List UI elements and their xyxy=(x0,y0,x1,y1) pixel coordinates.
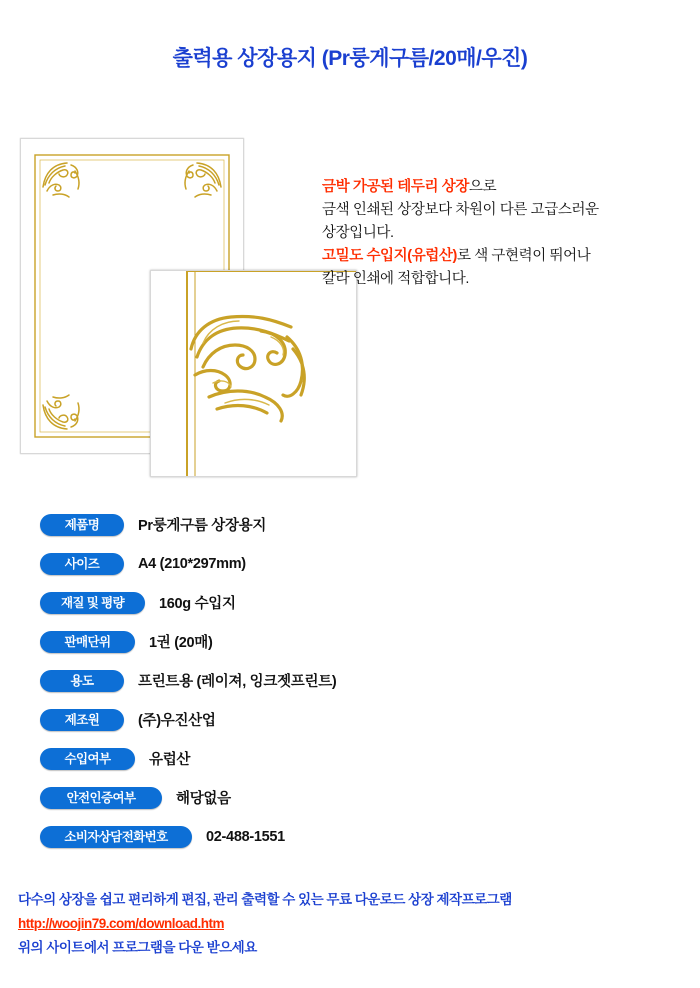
spec-label-usage: 용도 xyxy=(40,670,124,692)
spec-value-material-weight: 160g 수입지 xyxy=(159,596,236,612)
spec-value-safety-certification: 해당없음 xyxy=(176,791,231,807)
spec-value-manufacturer: (주)우진산업 xyxy=(138,713,216,729)
description-line-4 xyxy=(322,245,672,268)
table-row xyxy=(40,544,640,583)
spec-value-product-name: Pr룽게구름 상장용지 xyxy=(138,518,267,534)
footer-line-3: 위의 사이트에서 프로그램을 다운 받으세요 xyxy=(18,940,257,955)
table-row xyxy=(40,622,640,661)
table-row xyxy=(40,583,640,622)
spec-value-sales-unit: 1권 (20매) xyxy=(149,635,213,651)
certificate-corner-zoom-image xyxy=(150,270,357,477)
spec-label-sales-unit: 판매단위 xyxy=(40,631,135,653)
table-row xyxy=(40,700,640,739)
spec-label-product-name: 제품명 xyxy=(40,514,124,536)
spec-label-manufacturer: 제조원 xyxy=(40,709,124,731)
table-row xyxy=(40,817,640,856)
spec-value-import-status: 유럽산 xyxy=(149,752,191,768)
table-row xyxy=(40,661,640,700)
footer-note xyxy=(18,888,688,960)
description-line-1 xyxy=(322,176,672,199)
spec-value-size: A4 (210*297mm) xyxy=(138,555,246,572)
spec-label-customer-service-phone: 소비자상담전화번호 xyxy=(40,826,192,848)
table-row xyxy=(40,505,640,544)
spec-value-customer-service-phone: 02-488-1551 xyxy=(206,828,285,845)
description-line-5: 칼라 인쇄에 적합합니다. xyxy=(322,271,469,287)
spec-label-safety-certification: 안전인증여부 xyxy=(40,787,162,809)
footer-download-link[interactable]: http://woojin79.com/download.htm xyxy=(18,916,224,931)
footer-line-1: 다수의 상장을 쉽고 편리하게 편집, 관리 출력할 수 있는 무료 다운로드 상장 제작프로그램 xyxy=(18,892,512,907)
table-row xyxy=(40,739,640,778)
specification-table xyxy=(40,505,640,856)
description-highlight-1: 금박 가공된 테두리 상장 xyxy=(322,179,469,195)
table-row xyxy=(40,778,640,817)
description-line-3: 상장입니다. xyxy=(322,225,394,241)
certificate-corner-artwork xyxy=(151,271,356,476)
spec-label-import-status: 수입여부 xyxy=(40,748,135,770)
page-title: 출력용 상장용지 (Pr룽게구름/20매/우진) xyxy=(172,47,528,70)
spec-label-size: 사이즈 xyxy=(40,553,124,575)
spec-value-usage: 프린트용 (레이져, 잉크젯프린트) xyxy=(138,674,337,690)
description-line-1-rest: 으로 xyxy=(468,179,497,195)
description-highlight-2: 고밀도 수입지(유럽산) xyxy=(322,248,457,264)
description-line-4-rest: 로 색 구현력이 뛰어나 xyxy=(456,248,591,264)
product-description xyxy=(322,176,672,291)
description-line-2: 금색 인쇄된 상장보다 차원이 다른 고급스러운 xyxy=(322,202,599,218)
spec-label-material-weight: 재질 및 평량 xyxy=(40,592,145,614)
